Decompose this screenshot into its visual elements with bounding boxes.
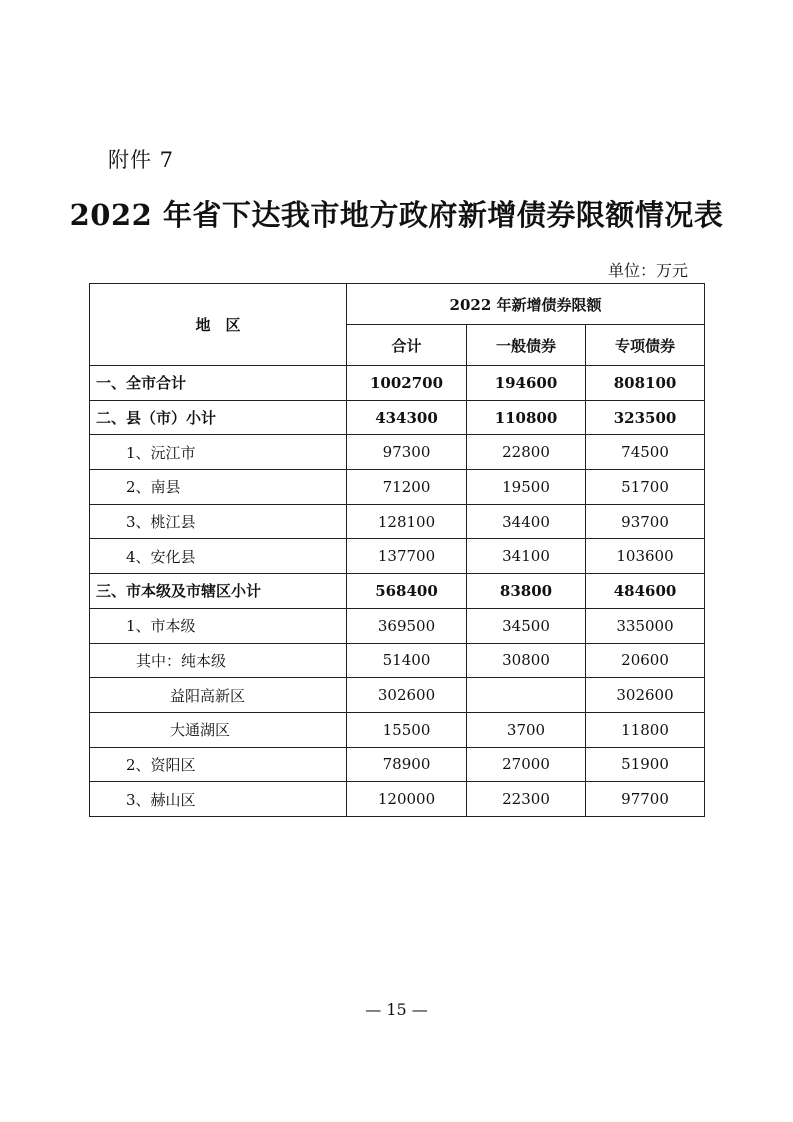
region-cell: 4、安化县	[90, 539, 347, 574]
region-cell: 1、市本级	[90, 608, 347, 643]
total-cell: 15500	[347, 712, 467, 747]
special-cell: 808100	[586, 366, 705, 401]
total-cell: 434300	[347, 400, 467, 435]
table-row	[90, 678, 705, 713]
total-cell: 120000	[347, 782, 467, 817]
table-row	[90, 539, 705, 574]
total-cell: 137700	[347, 539, 467, 574]
region-cell: 1、沅江市	[90, 435, 347, 470]
region-cell: 一、全市合计	[90, 366, 347, 401]
general-cell: 30800	[467, 643, 586, 678]
table-row	[90, 504, 705, 539]
table-row	[90, 435, 705, 470]
region-cell: 3、赫山区	[90, 782, 347, 817]
total-cell: 128100	[347, 504, 467, 539]
table-row	[90, 747, 705, 782]
general-cell: 34400	[467, 504, 586, 539]
general-cell: 34500	[467, 608, 586, 643]
page-number: — 15 —	[365, 1000, 428, 1019]
table-row	[90, 470, 705, 505]
region-header: 地 区	[90, 284, 347, 366]
general-cell: 22300	[467, 782, 586, 817]
general-cell: 83800	[467, 574, 586, 609]
col-header-special: 专项债券	[586, 325, 705, 366]
table-row	[90, 574, 705, 609]
region-cell: 3、桃江县	[90, 504, 347, 539]
special-cell: 484600	[586, 574, 705, 609]
region-cell: 2、资阳区	[90, 747, 347, 782]
debt-limit-table	[89, 283, 705, 817]
table-row	[90, 643, 705, 678]
special-cell: 97700	[586, 782, 705, 817]
general-cell: 27000	[467, 747, 586, 782]
general-cell: 3700	[467, 712, 586, 747]
region-cell: 其中：纯本级	[90, 643, 347, 678]
total-cell: 71200	[347, 470, 467, 505]
special-cell: 74500	[586, 435, 705, 470]
special-cell: 323500	[586, 400, 705, 435]
special-cell: 93700	[586, 504, 705, 539]
table-row	[90, 712, 705, 747]
total-cell: 302600	[347, 678, 467, 713]
group-header: 2022 年新增债券限额	[347, 284, 705, 325]
table-row	[90, 608, 705, 643]
general-cell: 110800	[467, 400, 586, 435]
col-header-general: 一般债券	[467, 325, 586, 366]
region-cell: 三、市本级及市辖区小计	[90, 574, 347, 609]
total-cell: 369500	[347, 608, 467, 643]
region-cell: 益阳高新区	[90, 678, 347, 713]
special-cell: 302600	[586, 678, 705, 713]
table-row	[90, 366, 705, 401]
total-cell: 51400	[347, 643, 467, 678]
total-cell: 97300	[347, 435, 467, 470]
special-cell: 11800	[586, 712, 705, 747]
total-cell: 1002700	[347, 366, 467, 401]
attachment-label: 附件 7	[108, 148, 175, 172]
table-row	[90, 782, 705, 817]
region-cell: 大通湖区	[90, 712, 347, 747]
general-cell: 22800	[467, 435, 586, 470]
special-cell: 51700	[586, 470, 705, 505]
document-title: 2022 年省下达我市地方政府新增债券限额情况表	[69, 198, 724, 232]
special-cell: 20600	[586, 643, 705, 678]
region-cell: 2、南县	[90, 470, 347, 505]
special-cell: 335000	[586, 608, 705, 643]
table-row	[90, 400, 705, 435]
total-cell: 568400	[347, 574, 467, 609]
col-header-total: 合计	[347, 325, 467, 366]
general-cell: 34100	[467, 539, 586, 574]
general-cell	[467, 678, 586, 713]
table-body	[90, 366, 705, 817]
general-cell: 19500	[467, 470, 586, 505]
unit-label: 单位：万元	[607, 261, 688, 280]
total-cell: 78900	[347, 747, 467, 782]
special-cell: 51900	[586, 747, 705, 782]
region-cell: 二、县（市）小计	[90, 400, 347, 435]
general-cell: 194600	[467, 366, 586, 401]
special-cell: 103600	[586, 539, 705, 574]
